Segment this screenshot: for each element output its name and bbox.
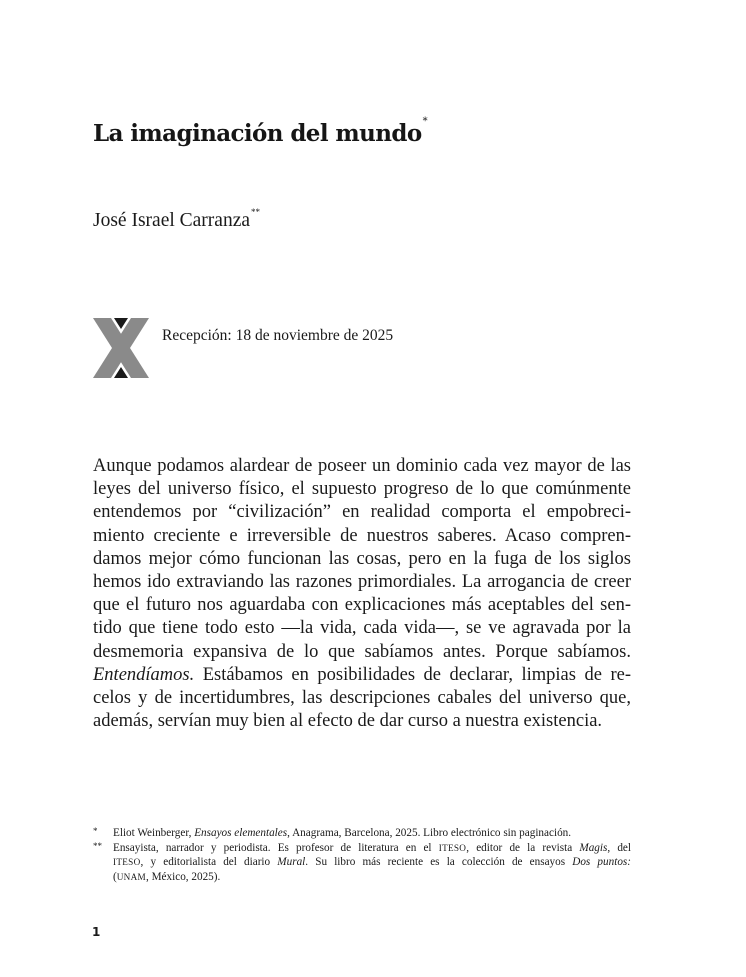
footnote-newspaper-title: Mural [277,856,306,869]
body-line: leyes del universo físico, el supuesto progreso de lo que comúnmente [93,479,631,500]
body-line: que el futuro nos aguardaba con explicaciones más aceptables del sen- [93,595,631,616]
footnote-acronym: ITESO [438,842,467,853]
article-title-text: La imaginación del mundo [93,120,422,147]
footnote-text: ( [113,870,117,883]
footnote-1-line [113,826,631,841]
footnote-book-title: Ensayos elementales [194,827,288,839]
footnote-acronym: UNAM [116,871,147,882]
footnote-text: Ensayista, narrador y periodista. Es profesor de literatura en el [113,841,439,854]
footnote-text: , del [607,841,631,854]
footnote-text: . Su libro más reciente es la colección de ensayos [305,856,573,869]
reception-date: Recepción: 18 de noviembre de 2025 [162,327,394,344]
footnote-1-mark: * [93,826,98,836]
footnote-1 [93,826,631,841]
footnote-2 [93,841,631,885]
body-paragraph [93,455,631,733]
footnote-2-line [113,841,631,856]
author-name [93,207,260,232]
footnote-text: , editor de la revista [466,841,580,854]
footnote-2-mark: ** [93,840,102,851]
article-title [93,116,427,147]
footnote-text: , México, 2025). [146,870,221,883]
body-line: entendemos por “civilización” en realidad comporta el empobreci- [93,502,631,523]
body-line [93,664,631,687]
body-line: celos y de incertidumbres, las descripciones cabales del universo que, [93,688,631,709]
footnote-2-line [113,855,631,870]
body-line: tido que tiene todo esto —la vida, cada vida—, se ve agravada por la [93,618,631,639]
footnote-magazine-title: Magis [579,841,608,854]
body-line: además, servían muy bien al efecto de dar curso a nuestra existencia. [93,711,603,732]
footnote-book-title: Dos puntos: [572,856,631,869]
author-name-text: José Israel Carranza [93,210,250,231]
body-line: damos mejor cómo funcionan las cosas, pero en la fuga de los siglos [93,548,631,569]
page-number: 1 [92,925,101,939]
footnote-acronym: ITESO [113,857,141,868]
footnote-text: Eliot Weinberger, [113,827,195,839]
body-line: desmemoria expansiva de lo que sabíamos antes. Porque sabíamos. [93,641,631,662]
body-line-rest: Estábamos en posibilidades de declarar, limpias de re- [194,664,631,685]
footnote-text: , y editorialista del diario [140,856,278,869]
footnotes [93,826,631,884]
footnote-2-line [113,870,631,885]
author-footnote-mark[interactable]: ** [251,207,260,217]
footnote-text: , Anagrama, Barcelona, 2025. Libro electrónico sin paginación. [287,827,572,839]
body-line: miento creciente e irreversible de nuestros saberes. Acaso compren- [93,525,631,546]
body-line: Aunque podamos alardear de poseer un dominio cada vez mayor de las [93,456,631,476]
x-journal-logo-icon [93,318,149,378]
body-line: hemos ido extraviando las razones primordiales. La arrogancia de creer [93,572,631,593]
title-footnote-mark[interactable]: * [422,116,427,127]
body-emphasis: Entendíamos. [93,664,195,685]
